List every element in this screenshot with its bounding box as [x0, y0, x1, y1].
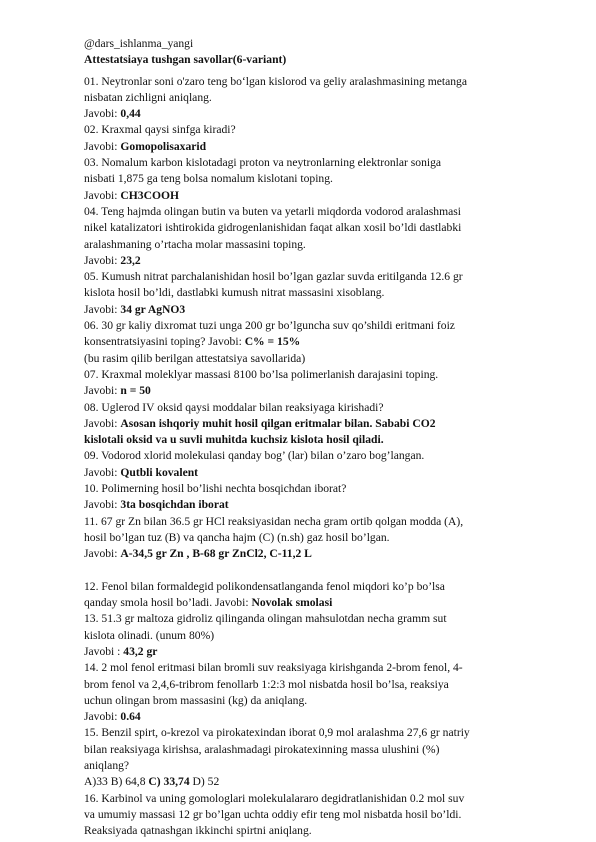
question-text: kislota olinadi. (unum 80%): [84, 628, 215, 642]
question-text: uchun olingan brom massasini (kg) da aniqlang.: [84, 693, 308, 707]
answer-line: [84, 139, 546, 155]
question-text: 03. Nomalum karbon kislotadagi proton va neytronlarning elektronlar soniga: [84, 156, 442, 170]
answer-label: Javobi :: [84, 644, 124, 658]
answer-label: Javobi:: [84, 302, 121, 316]
question-item: [84, 318, 546, 367]
answer-label: Javobi:: [84, 253, 121, 267]
question-list: [84, 74, 546, 840]
answer-label: Javobi:: [84, 710, 121, 724]
question-item: [84, 122, 546, 155]
question-text: va umumiy massasi 12 gr bo’lgan uchta oddiy efir teng mol nisbatda hosil bo’ldi.: [84, 807, 462, 821]
answer-label: Javobi:: [84, 139, 121, 153]
question-text: [84, 334, 546, 350]
correct-option: C) 33,74: [148, 775, 190, 789]
question-text: aralashmaning o’rtacha molar massasini toping.: [84, 237, 306, 251]
question-text: hosil bo’lgan tuz (B) va qancha hajm (C) (n.sh) gaz hosil bo’lgan.: [84, 530, 390, 544]
question-item: [84, 367, 546, 400]
question-note: (bu rasim qilib berilgan attestatsiya savollarida): [84, 351, 306, 365]
question-item: [84, 791, 546, 840]
answer-line: [84, 253, 546, 269]
answer-value: 34 gr AgNO3: [120, 302, 186, 316]
question-item: [84, 74, 546, 123]
question-text: 01. Neytronlar soni o'zaro teng bo‘lgan kislorod va geliy aralashmasining metanga: [84, 74, 467, 88]
answer-line: [84, 383, 546, 399]
answer-line: [84, 416, 546, 432]
question-text: qanday smola hosil bo’ladi. Javobi:: [84, 596, 252, 610]
question-item: [84, 725, 546, 790]
question-text: 07. Kraxmal moleklyar massasi 8100 bo’lsa polimerlanish darajasini toping.: [84, 367, 439, 381]
question-item: [84, 514, 546, 563]
question-text: 16. Karbinol va uning gomologlari molekulalararo degidratlanishidan 0.2 mol suv: [84, 791, 465, 805]
question-item: [84, 448, 546, 481]
question-text: brom fenol va 2,4,6-tribrom fenollarb 1:2:3 mol nisbatda hosil bo’lsa, reaksiya: [84, 677, 449, 691]
question-text: 13. 51.3 gr maltoza gidroliz qilinganda olingan mahsulotdan necha gramm sut: [84, 612, 447, 626]
question-text: 05. Kumush nitrat parchalanishidan hosil bo’lgan gazlar suvda eritilganda 12.6 gr: [84, 270, 463, 284]
answer-line: [84, 497, 546, 513]
question-item: [84, 204, 546, 269]
question-text: 14. 2 mol fenol eritmasi bilan bromli suv reaksiyaga kirishganda 2-brom fenol, 4-: [84, 661, 463, 675]
question-text: 15. Benzil spirt, o-krezol va pirokatexindan iborat 0,9 mol aralashma 27,6 gr natriy: [84, 726, 470, 740]
answer-value: 23,2: [120, 253, 141, 267]
answer-value: Gomopolisaxarid: [120, 139, 207, 153]
question-text: 08. Uglerod IV oksid qaysi moddalar bilan reaksiyaga kirishadi?: [84, 400, 384, 414]
answer-line: [84, 106, 546, 122]
question-text: 11. 67 gr Zn bilan 36.5 gr HCl reaksiyasidan necha gram ortib qolgan modda (A),: [84, 514, 464, 528]
answer-value: 43,2 gr: [123, 644, 158, 658]
answer-label: Javobi:: [84, 547, 121, 561]
answer-value: n = 50: [120, 384, 151, 398]
answer-line: [84, 302, 546, 318]
question-item: [84, 579, 546, 612]
answer-label: Javobi:: [84, 188, 121, 202]
answer-value: C% = 15%: [244, 335, 301, 349]
answer-value: Asosan ishqoriy muhit hosil qilgan eritmalar bilan. Sababi CO2: [120, 416, 436, 430]
question-text: konsentratsiyasini toping? Javobi:: [84, 335, 245, 349]
question-text: [84, 595, 546, 611]
answer-label: Javobi:: [84, 107, 121, 121]
option-text: D) 52: [189, 775, 220, 789]
question-text: 04. Teng hajmda olingan butin va buten va yetarli miqdorda vodorod aralashmasi: [84, 204, 461, 218]
answer-line: [84, 465, 546, 481]
answer-label: Javobi:: [84, 465, 121, 479]
question-text: 09. Vodorod xlorid molekulasi qanday bog’ (lar) bilan o’zaro bog’langan.: [84, 449, 425, 463]
question-text: aniqlang?: [84, 759, 130, 773]
question-text: 10. Polimerning hosil bo’lishi nechta bosqichdan iborat?: [84, 482, 347, 496]
answer-value: 0.64: [120, 710, 141, 724]
question-text: Reaksiyada qatnashgan ikkinchi spirtni aniqlang.: [84, 824, 312, 838]
question-item: [84, 611, 546, 660]
question-text: nisbati 1,875 ga teng bolsa nomalum kislotani toping.: [84, 172, 333, 186]
answer-line: [84, 188, 546, 204]
answer-line: [84, 644, 546, 660]
page-title: Attestatsiaya tushgan savollar(6-variant): [84, 53, 287, 67]
answer-line: [84, 709, 546, 725]
question-item: [84, 155, 546, 204]
question-text: 06. 30 gr kaliy dixromat tuzi unga 200 gr bo’lguncha suv qo’shildi eritmani foiz: [84, 319, 455, 333]
question-item: [84, 269, 546, 318]
channel-handle: @dars_ishlanma_yangi: [84, 37, 194, 50]
answer-value: CH3COOH: [120, 188, 180, 202]
answer-value: Qutbli kovalent: [120, 465, 199, 479]
question-item: [84, 481, 546, 514]
answer-value: 0,44: [120, 107, 141, 121]
answer-line: [84, 546, 546, 562]
question-text: kislota hosil bo’ldi, dastlabki kumush nitrat massasini xisoblang.: [84, 286, 385, 300]
answer-label: Javobi:: [84, 384, 121, 398]
answer-value: 3ta bosqichdan iborat: [120, 498, 229, 512]
question-item: [84, 400, 546, 449]
question-item: [84, 660, 546, 725]
answer-value: A-34,5 gr Zn , B-68 gr ZnCl2, C-11,2 L: [120, 547, 312, 561]
question-text: 02. Kraxmal qaysi sinfga kiradi?: [84, 123, 236, 137]
spacer: [84, 563, 546, 579]
answer-line: [84, 432, 546, 448]
question-text: nisbatan zichligni aniqlang.: [84, 90, 212, 104]
question-text: bilan reaksiyaga kirishsa, aralashmadagi pirokatexinning massa ulushini (%): [84, 742, 440, 756]
question-text: 12. Fenol bilan formaldegid polikondensatlanganda fenol miqdori ko’p bo’lsa: [84, 579, 445, 593]
answer-value: kislotali oksid va u suvli muhitda kuchsiz kislota hosil qiladi.: [84, 433, 384, 447]
answer-value: Novolak smolasi: [251, 596, 333, 610]
question-text: nikel katalizatori ishtirokida gidrogenlanishidan faqat alkan xosil bo’ldi dastlabki: [84, 221, 462, 235]
answer-label: Javobi:: [84, 498, 121, 512]
option-text: A)33 B) 64,8: [84, 775, 149, 789]
answer-label: Javobi:: [84, 416, 121, 430]
answer-options: [84, 774, 546, 790]
